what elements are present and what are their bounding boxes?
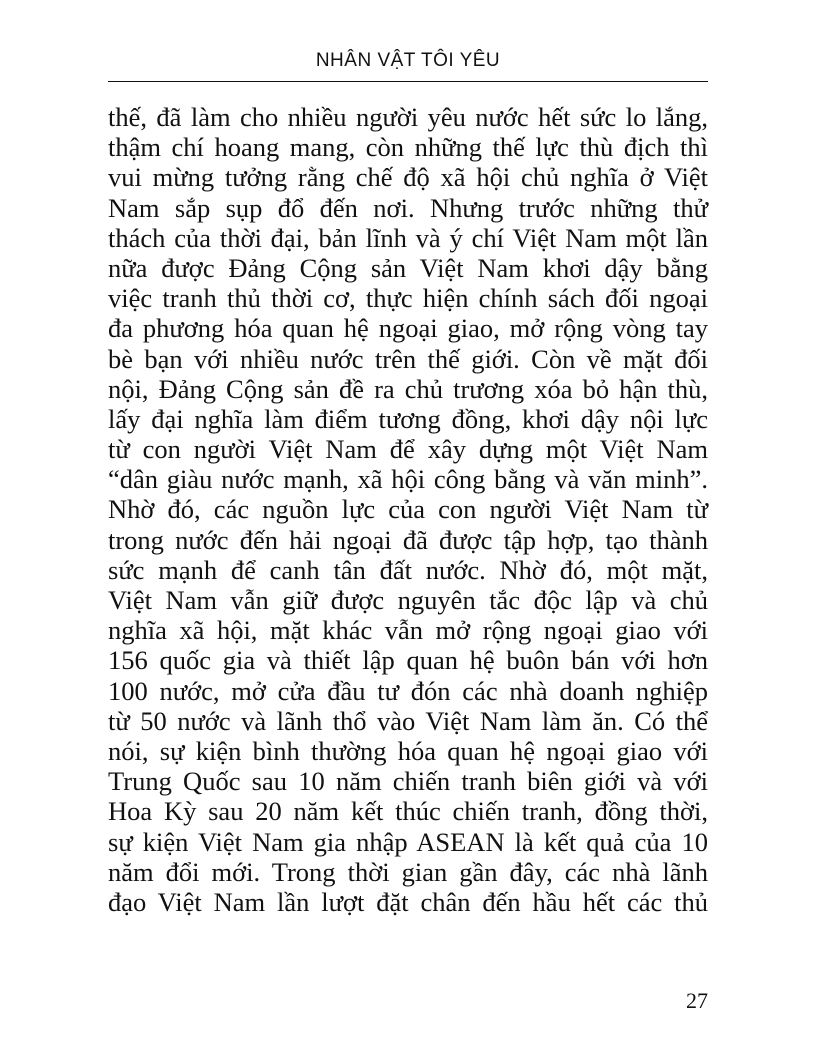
text-line: Nam sắp sụp đổ đến nơi. Nhưng trước những thử (108, 192, 708, 223)
text-line: năm đổi mới. Trong thời gian gần đây, các nhà lãnh (108, 856, 708, 887)
header-rule (108, 81, 708, 82)
text-line: từ 50 nước và lãnh thổ vào Việt Nam làm ăn. Có thể (108, 705, 708, 736)
text-line: đa phương hóa quan hệ ngoại giao, mở rộng vòng tay (108, 313, 708, 344)
text-line: sự kiện Việt Nam gia nhập ASEAN là kết quả của 10 (108, 826, 708, 857)
text-line: việc tranh thủ thời cơ, thực hiện chính sách đối ngoại (108, 283, 708, 314)
running-header: NHÂN VẬT TÔI YÊU (315, 50, 501, 71)
text-line: 100 nước, mở cửa đầu tư đón các nhà doanh nghiệp (108, 675, 708, 706)
text-line: nghĩa xã hội, mặt khác vẫn mở rộng ngoại giao với (108, 615, 708, 646)
text-line: bè bạn với nhiều nước trên thế giới. Còn về mặt đối (108, 343, 708, 374)
text-line: thế, đã làm cho nhiều người yêu nước hết sức lo lắng, (108, 102, 708, 132)
text-line: Việt Nam vẫn giữ được nguyên tắc độc lập và chủ (108, 585, 708, 615)
text-line: sức mạnh để canh tân đất nước. Nhờ đó, một mặt, (108, 554, 708, 585)
text-line: nội, Đảng Cộng sản đề ra chủ trương xóa bỏ hận thù, (108, 373, 708, 404)
text-line: nói, sự kiện bình thường hóa quan hệ ngoại giao với (108, 735, 708, 766)
body-paragraph (108, 102, 708, 917)
text-line: từ con người Việt Nam để xây dựng một Việt Nam (108, 434, 708, 465)
text-line: Trung Quốc sau 10 năm chiến tranh biên giới và với (108, 766, 708, 797)
text-line: Hoa Kỳ sau 20 năm kết thúc chiến tranh, đồng thời, (108, 796, 708, 827)
text-line: thách của thời đại, bản lĩnh và ý chí Việt Nam một lần (108, 222, 708, 253)
text-line: Nhờ đó, các nguồn lực của con người Việt Nam từ (108, 494, 708, 525)
text-line: “dân giàu nước mạnh, xã hội công bằng và văn minh”. (108, 464, 708, 495)
text-line: lấy đại nghĩa làm điểm tương đồng, khơi dậy nội lực (108, 403, 708, 434)
text-line: thậm chí hoang mang, còn những thế lực thù địch thì (108, 132, 708, 163)
text-line: đạo Việt Nam lần lượt đặt chân đến hầu hết các thủ (108, 886, 708, 917)
text-line: trong nước đến hải ngoại đã được tập hợp, tạo thành (108, 524, 708, 555)
text-line: nữa được Đảng Cộng sản Việt Nam khơi dậy bằng (108, 252, 708, 283)
text-line: 156 quốc gia và thiết lập quan hệ buôn bán với hơn (108, 645, 708, 676)
text-line: vui mừng tưởng rằng chế độ xã hội chủ nghĩa ở Việt (108, 162, 708, 193)
page-number: 27 (686, 988, 708, 1013)
